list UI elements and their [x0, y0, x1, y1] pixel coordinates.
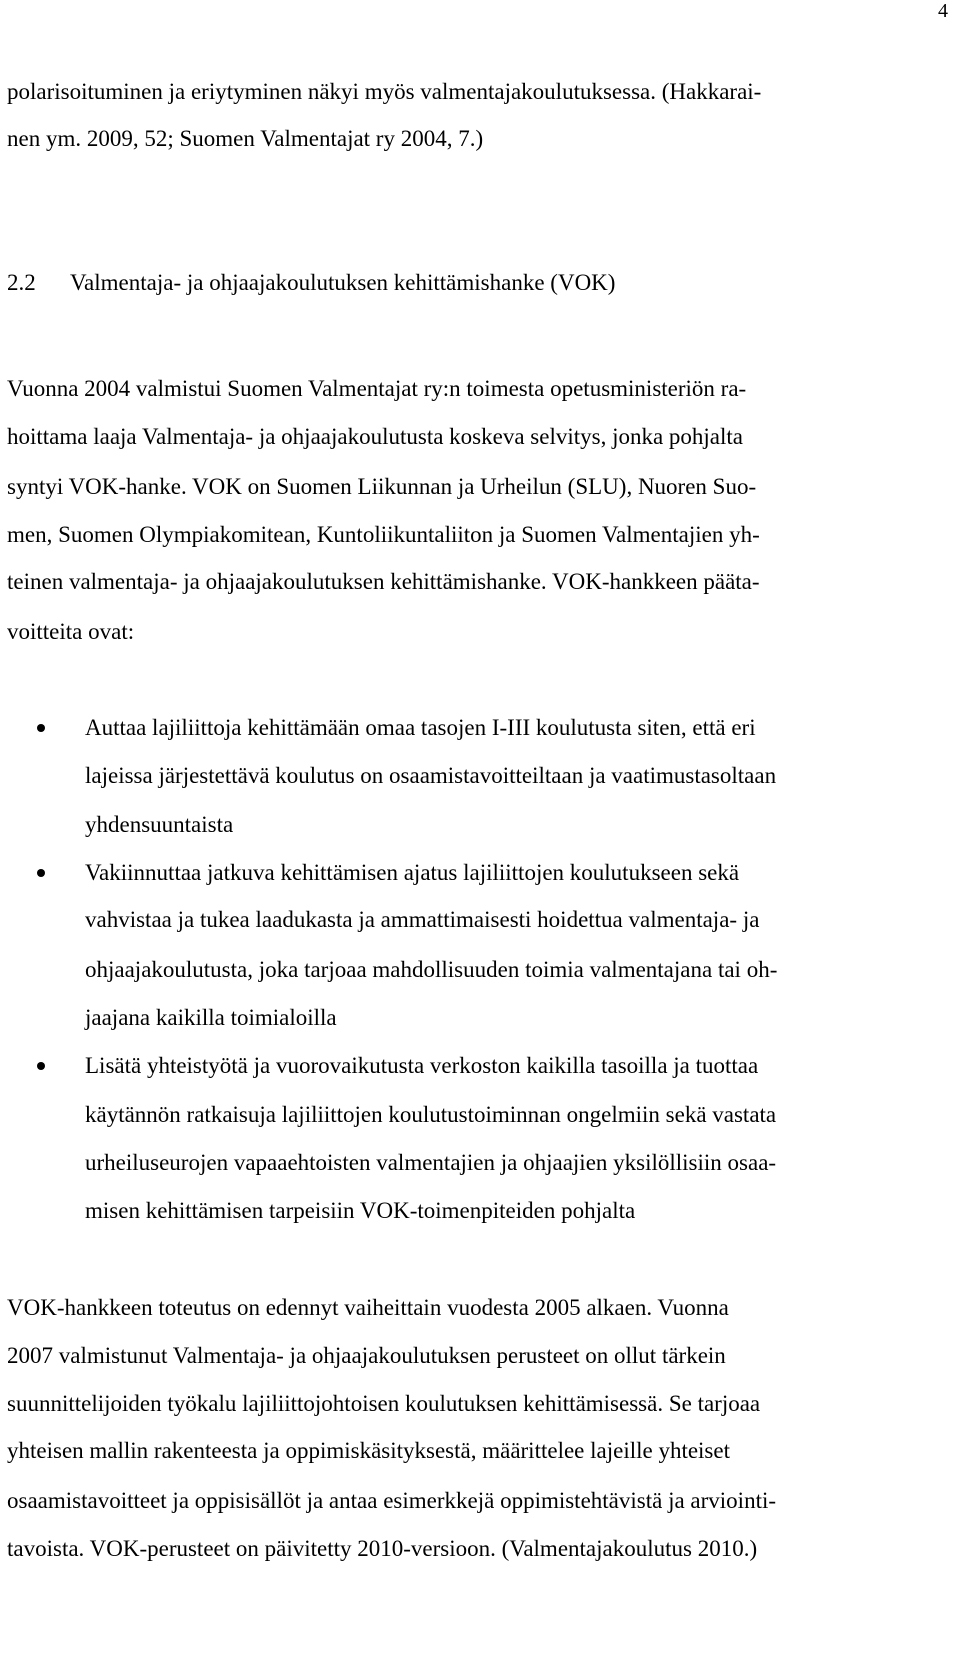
section-title: Valmentaja- ja ohjaajakoulutuksen kehittämishanke (VOK) — [70, 270, 616, 295]
text-line: urheiluseurojen vapaaehtoisten valmentajien ja ohjaajien yksilöllisiin osaa- — [85, 1150, 777, 1175]
text-line: syntyi VOK-hanke. VOK on Suomen Liikunnan ja Urheilun (SLU), Nuoren Suo- — [7, 474, 757, 499]
bullet-icon — [37, 869, 45, 877]
text-line: voitteita ovat: — [7, 619, 135, 644]
bullet-icon — [37, 724, 45, 732]
text-line: jaajana kaikilla toimialoilla — [85, 1005, 337, 1030]
text-line: suunnittelijoiden työkalu lajiliittojohtoisen koulutuksen kehittämisessä. Se tarjoaa — [7, 1391, 761, 1416]
text-line: nen ym. 2009, 52; Suomen Valmentajat ry 2004, 7.) — [7, 126, 484, 151]
text-line: teinen valmentaja- ja ohjaajakoulutuksen kehittämishanke. VOK-hankkeen pääta- — [7, 569, 760, 594]
text-line: men, Suomen Olympiakomitean, Kuntoliikuntaliiton ja Suomen Valmentajien yh- — [7, 522, 760, 547]
text-line: 2007 valmistunut Valmentaja- ja ohjaajakoulutuksen perusteet on ollut tärkein — [7, 1343, 726, 1368]
text-line: yhdensuuntaista — [85, 812, 234, 837]
text-line: tavoista. VOK-perusteet on päivitetty 2010-versioon. (Valmentajakoulutus 2010.) — [7, 1536, 758, 1561]
text-line: osaamistavoitteet ja oppisisällöt ja antaa esimerkkejä oppimistehtävistä ja arviointi- — [7, 1488, 777, 1513]
text-line: lajeissa järjestettävä koulutus on osaamistavoitteiltaan ja vaatimustasoltaan — [85, 763, 777, 788]
text-line: Vuonna 2004 valmistui Suomen Valmentajat ry:n toimesta opetusministeriön ra- — [7, 376, 747, 401]
text-line: Lisätä yhteistyötä ja vuorovaikutusta verkoston kaikilla tasoilla ja tuottaa — [85, 1053, 759, 1078]
text-line: käytännön ratkaisuja lajiliittojen koulutustoiminnan ongelmiin sekä vastata — [85, 1102, 777, 1127]
text-line: yhteisen mallin rakenteesta ja oppimiskäsityksestä, määrittelee lajeille yhteiset — [7, 1438, 730, 1463]
section-number: 2.2 — [7, 270, 36, 295]
text-line: VOK-hankkeen toteutus on edennyt vaiheittain vuodesta 2005 alkaen. Vuonna — [7, 1295, 729, 1320]
text-line: polarisoituminen ja eriytyminen näkyi myös valmentajakoulutuksessa. (Hakkarai- — [7, 79, 762, 104]
text-line: Auttaa lajiliittoja kehittämään omaa tasojen I-III koulutusta siten, että eri — [85, 715, 756, 740]
text-line: misen kehittämisen tarpeisiin VOK-toimenpiteiden pohjalta — [85, 1198, 636, 1223]
text-line: Vakiinnuttaa jatkuva kehittämisen ajatus lajiliittojen koulutukseen sekä — [85, 860, 740, 885]
bullet-icon — [37, 1062, 45, 1070]
text-line: vahvistaa ja tukea laadukasta ja ammattimaisesti hoidettua valmentaja- ja — [85, 907, 760, 932]
text-line: hoittama laaja Valmentaja- ja ohjaajakoulutusta koskeva selvitys, jonka pohjalta — [7, 424, 743, 449]
page-number: 4 — [938, 0, 948, 22]
text-line: ohjaajakoulutusta, joka tarjoaa mahdollisuuden toimia valmentajana tai oh- — [85, 957, 778, 982]
